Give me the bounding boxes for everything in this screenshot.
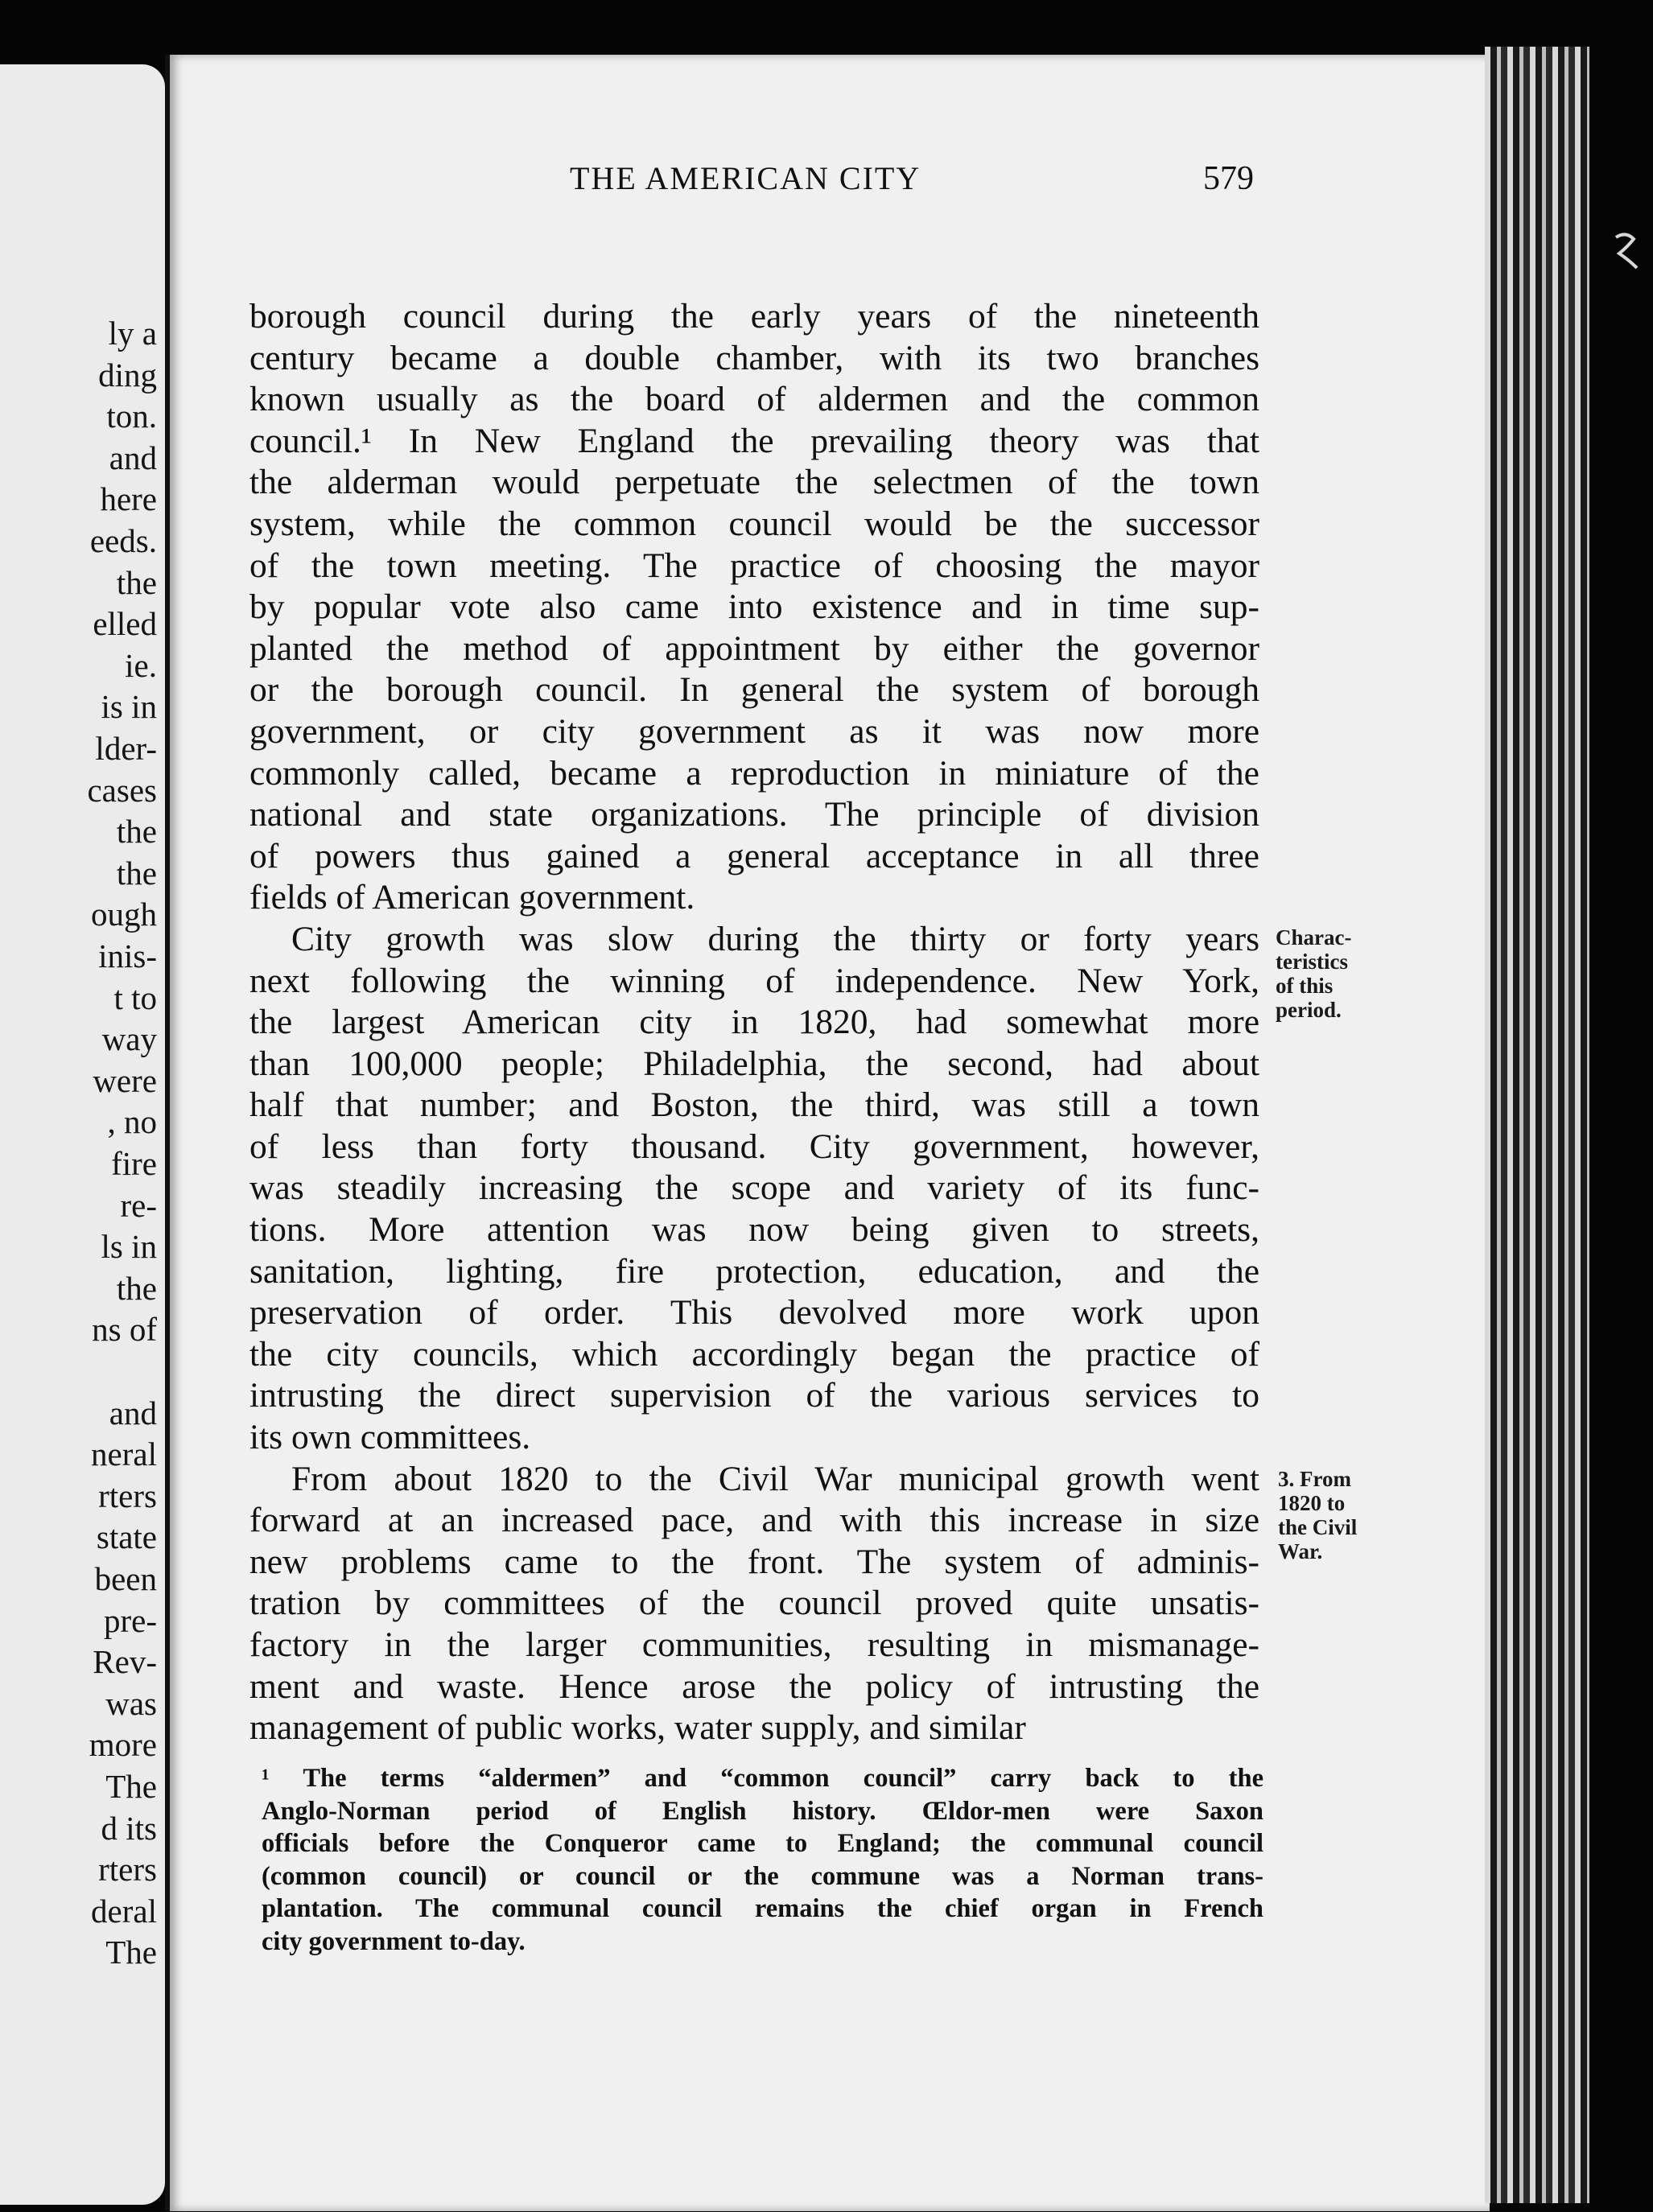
footnote-line: Anglo-Norman period of English history. Œldor-men were Saxon (262, 1796, 1263, 1826)
text-line: its own committees. (249, 1418, 531, 1457)
text-line: From about 1820 to the Civil War municipal growth went (291, 1459, 1259, 1498)
paragraph-1 (249, 296, 1259, 919)
left-page-fragment: the (116, 1269, 157, 1307)
left-page-fragment: been (94, 1560, 157, 1597)
text-line: or the borough council. In general the system of borough (249, 670, 1259, 710)
text-line: by popular vote also came into existence and in time sup- (249, 587, 1259, 627)
left-page-fragment: ton. (106, 398, 157, 435)
left-page-fragment: d its (101, 1809, 157, 1847)
side-note-line: the Civil (1278, 1515, 1358, 1539)
text-line: the city councils, which accordingly began the practice of (249, 1334, 1259, 1374)
left-page-fragment: fire (111, 1145, 157, 1182)
left-page-fragment: elled (93, 605, 157, 643)
side-note-line: War. (1278, 1539, 1323, 1563)
text-line: new problems came to the front. The system of adminis- (249, 1542, 1259, 1581)
text-line: intrusting the direct supervision of the various services to (249, 1376, 1259, 1415)
left-page-fragment: and (109, 1394, 157, 1431)
text-line: management of public works, water supply, and similar (249, 1708, 1026, 1748)
running-head-title: THE AMERICAN CITY (570, 160, 921, 196)
left-page-fragment: eeds. (89, 522, 157, 559)
text-line: government, or city government as it was now more (249, 711, 1259, 751)
text-line: the largest American city in 1820, had somewhat more (249, 1003, 1259, 1042)
text-line: tration by committees of the council proved quite unsatis- (249, 1584, 1259, 1623)
left-facing-page (0, 64, 165, 2205)
running-head (393, 159, 1254, 208)
text-line: sanitation, lighting, fire protection, education, and the (249, 1251, 1259, 1291)
footnote (262, 1762, 1263, 1958)
left-page-fragment: cases (87, 771, 157, 809)
left-page-fragment: ns of (92, 1311, 157, 1349)
left-page-fragment: the (116, 854, 157, 892)
left-page-fragment: The (105, 1768, 157, 1805)
left-page-fragment: ls in (101, 1228, 157, 1266)
left-page-fragment: ough (91, 896, 157, 933)
left-page-fragment: deral (91, 1892, 157, 1930)
text-line: century became a double chamber, with its two branches (249, 338, 1259, 377)
text-line: the alderman would perpetuate the selectmen of the town (249, 463, 1259, 502)
left-page-fragment: inis- (98, 937, 157, 974)
text-line: borough council during the early years of the nineteenth (249, 297, 1259, 336)
footnote-line: (common council) or council or the commune was a Norman trans- (262, 1861, 1263, 1891)
text-line: system, while the common council would be the successor (249, 504, 1259, 543)
text-line: commonly called, became a reproduction in miniature of the (249, 753, 1259, 793)
text-line: than 100,000 people; Philadelphia, the second, had about (249, 1044, 1259, 1083)
text-line: half that number; and Boston, the third, was still a town (249, 1085, 1259, 1125)
left-page-fragment: way (101, 1020, 157, 1058)
left-page-fragment: ly a (108, 315, 157, 352)
left-page-fragment: re- (120, 1186, 157, 1224)
left-page-fragment: ie. (125, 646, 157, 684)
left-page-fragment: neral (91, 1436, 157, 1473)
side-note-line: period. (1276, 998, 1342, 1022)
left-page-fragment: were (93, 1061, 157, 1099)
left-page-fragment: pre- (103, 1601, 157, 1639)
left-page-fragment: rters (98, 1477, 157, 1514)
text-line: of the town meeting. The practice of choosing the mayor (249, 546, 1259, 585)
left-page-fragment: and (109, 439, 157, 476)
text-line: City growth was slow during the thirty or forty years (291, 919, 1259, 958)
left-page-fragment: state (96, 1518, 157, 1556)
left-page-fragment: was (105, 1684, 157, 1722)
page-number: 579 (1203, 160, 1254, 197)
left-page-fragment: the (116, 813, 157, 851)
footnote-line: officials before the Conqueror came to England; the communal council (262, 1829, 1263, 1858)
text-line: preservation of order. This devolved more work upon (249, 1293, 1259, 1333)
left-page-fragment: here (100, 480, 157, 518)
left-page-fragment: lder- (95, 730, 157, 767)
footnote-line: ¹ The terms “aldermen” and “common council” carry back to the (262, 1764, 1263, 1793)
paragraph-3 (249, 1459, 1259, 1749)
text-line: of powers thus gained a general acceptance in all three (249, 836, 1259, 875)
text-line: fields of American government. (249, 878, 695, 917)
left-page-fragment: , no (107, 1103, 157, 1141)
left-page-fragment: ding (98, 356, 157, 393)
text-line: next following the winning of independence. New York, (249, 961, 1259, 1000)
text-line: tions. More attention was now being given to streets, (249, 1210, 1259, 1250)
side-note-line: Charac- (1276, 925, 1352, 949)
text-line: known usually as the board of aldermen and the common (249, 380, 1259, 419)
text-line: was steadily increasing the scope and variety of its func- (249, 1168, 1259, 1208)
left-page-fragment: t to (113, 978, 157, 1016)
text-line: council.¹ In New England the prevailing theory was that (249, 421, 1259, 460)
body-text (249, 296, 1259, 1749)
page-edges (1485, 47, 1589, 2203)
side-note-line: teristics (1276, 949, 1348, 974)
paragraph-2 (249, 919, 1259, 1459)
footnote-line: city government to-day. (262, 1926, 526, 1956)
side-note-characteristics (1276, 925, 1351, 1022)
text-line: forward at an increased pace, and with this increase in size (249, 1501, 1259, 1540)
left-page-fragment: The (105, 1934, 157, 1971)
text-line: planted the method of appointment by either the governor (249, 628, 1259, 668)
text-line: factory in the larger communities, resulting in mismanage- (249, 1625, 1259, 1664)
margin-mark (1610, 229, 1642, 278)
text-line: of less than forty thousand. City government, however, (249, 1127, 1259, 1166)
side-note-1820-civil-war (1278, 1467, 1357, 1563)
footnote-line: plantation. The communal council remains the chief organ in French (262, 1894, 1263, 1923)
left-page-fragment: more (89, 1726, 157, 1764)
left-page-fragment: the (116, 563, 157, 601)
side-note-line: 1820 to (1278, 1491, 1346, 1515)
left-page-fragment: rters (98, 1851, 157, 1889)
left-page-fragment: is in (101, 688, 157, 726)
side-note-line: of this (1276, 974, 1334, 998)
left-page-fragment: Rev- (93, 1643, 157, 1681)
side-note-line: 3. From (1278, 1467, 1351, 1491)
text-line: national and state organizations. The principle of division (249, 795, 1259, 834)
text-line: ment and waste. Hence arose the policy of intrusting the (249, 1666, 1259, 1706)
